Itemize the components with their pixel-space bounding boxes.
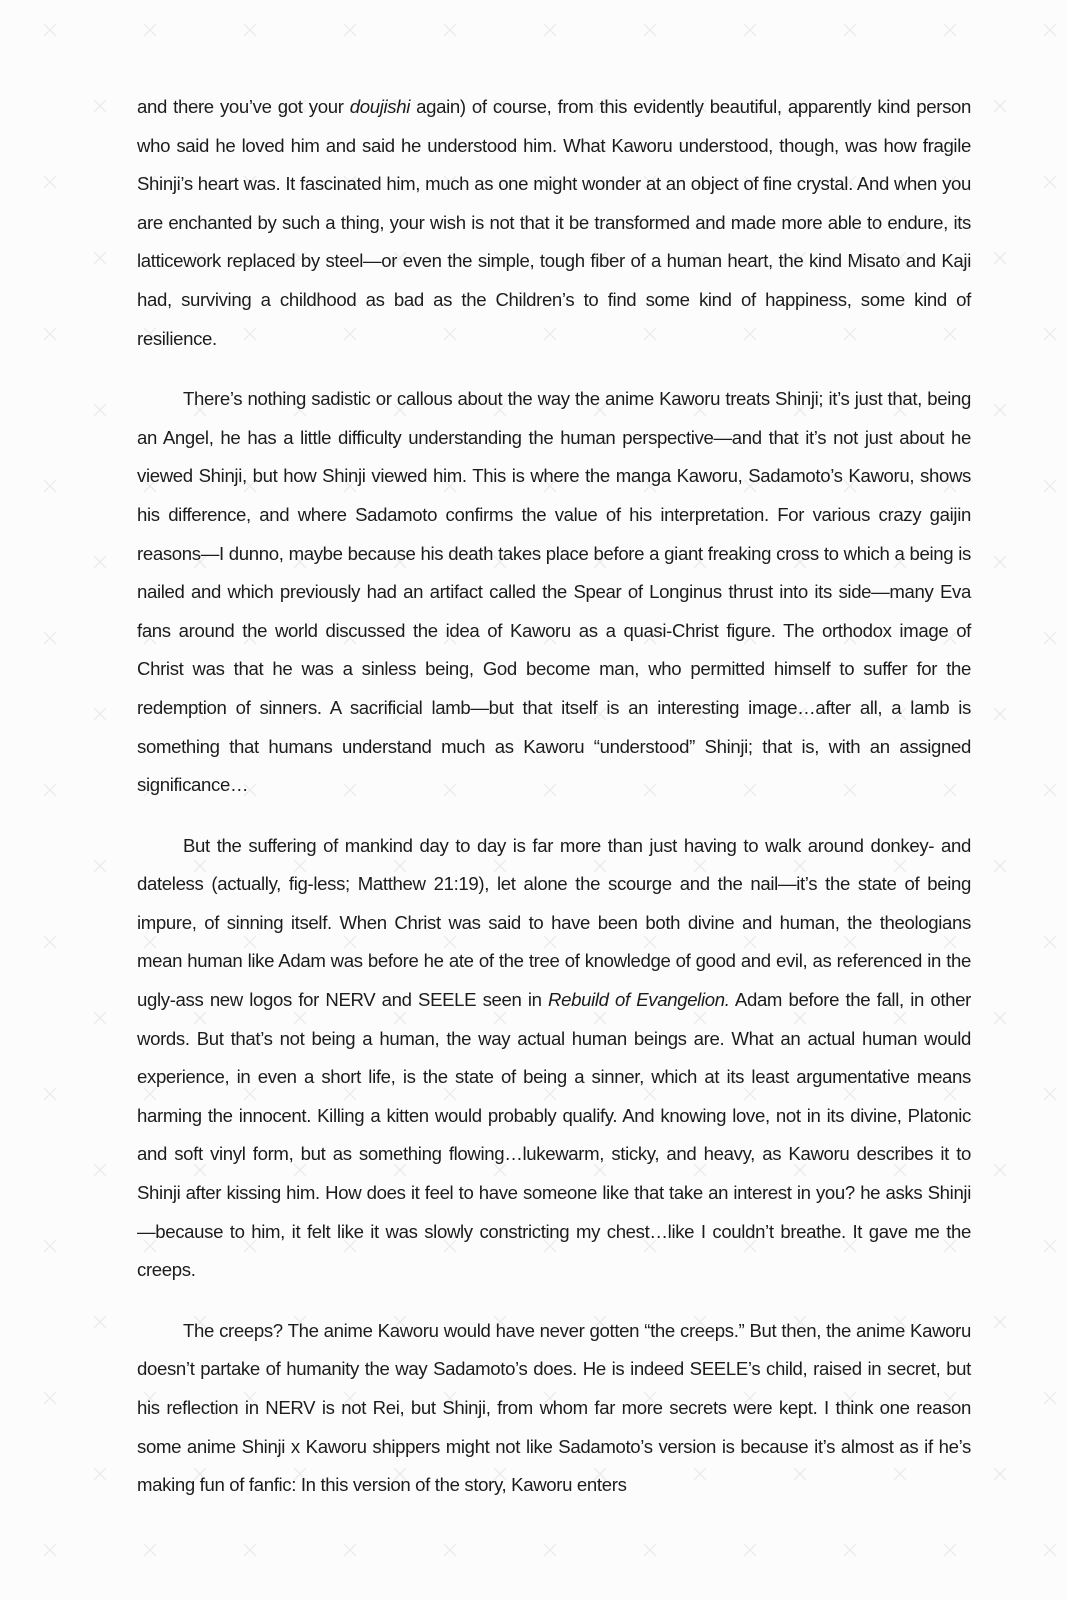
pattern-x-mark bbox=[944, 1544, 956, 1556]
pattern-x-mark bbox=[544, 24, 556, 36]
pattern-x-mark bbox=[944, 24, 956, 36]
pattern-x-mark bbox=[994, 404, 1006, 416]
paragraph bbox=[137, 827, 971, 1290]
pattern-x-mark bbox=[44, 480, 56, 492]
text-run: The creeps? The anime Kaworu would have never gotten “the creeps.” But then, the anime Kaworu doesn’t partake of humanity the way Sadamoto’s does. He is indeed SEELE’s child, raised in secret, but his reflection in NERV is not Rei, but Shinji, from whom far more secrets were kept. I think one reason some anime Shinji x Kaworu shippers might not like Sadamoto’s version is because it’s almost as if he’s making fun of fanfic: In this version of the story, Kaworu enters bbox=[137, 1319, 971, 1496]
pattern-x-mark bbox=[1044, 784, 1056, 796]
pattern-x-mark bbox=[44, 1392, 56, 1404]
pattern-x-mark bbox=[44, 1544, 56, 1556]
pattern-x-mark bbox=[994, 252, 1006, 264]
pattern-x-mark bbox=[44, 784, 56, 796]
pattern-x-mark bbox=[844, 24, 856, 36]
paragraph bbox=[137, 1312, 971, 1505]
pattern-x-mark bbox=[44, 632, 56, 644]
pattern-x-mark bbox=[94, 1468, 106, 1480]
pattern-x-mark bbox=[94, 1012, 106, 1024]
pattern-x-mark bbox=[444, 1544, 456, 1556]
pattern-x-mark bbox=[344, 24, 356, 36]
pattern-x-mark bbox=[844, 1544, 856, 1556]
pattern-x-mark bbox=[94, 1164, 106, 1176]
pattern-x-mark bbox=[1044, 328, 1056, 340]
italic-title: doujishi bbox=[349, 96, 410, 117]
pattern-x-mark bbox=[1044, 632, 1056, 644]
pattern-x-mark bbox=[94, 556, 106, 568]
pattern-x-mark bbox=[744, 1544, 756, 1556]
pattern-x-mark bbox=[1044, 1088, 1056, 1100]
pattern-x-mark bbox=[94, 252, 106, 264]
pattern-x-mark bbox=[44, 24, 56, 36]
pattern-x-mark bbox=[1044, 936, 1056, 948]
page-body-text bbox=[137, 88, 971, 1527]
pattern-x-mark bbox=[44, 1088, 56, 1100]
pattern-x-mark bbox=[994, 1164, 1006, 1176]
pattern-x-mark bbox=[144, 24, 156, 36]
pattern-x-mark bbox=[1044, 24, 1056, 36]
pattern-x-mark bbox=[94, 100, 106, 112]
pattern-x-mark bbox=[44, 176, 56, 188]
text-run: Adam before the fall, in other words. But that’s not being a human, the way actual human beings are. What an actual human would experience, in even a short life, is the state of being a sinner, which at its least argumentative means harming the innocent. Killing a kitten would probably qualify. And knowing love, not in its divine, Platonic and soft vinyl form, but as something flowing…lukewarm, sticky, and heavy, as Kaworu describes it to Shinji after kissing him. How does it feel to have someone like that take an interest in you? he asks Shinji—because to him, it felt like it was slowly constricting my chest…like I couldn’t breathe. It gave me the creeps. bbox=[137, 989, 971, 1281]
pattern-x-mark bbox=[994, 556, 1006, 568]
pattern-x-mark bbox=[994, 100, 1006, 112]
pattern-x-mark bbox=[344, 1544, 356, 1556]
pattern-x-mark bbox=[994, 1012, 1006, 1024]
text-run: and there you’ve got your bbox=[137, 96, 350, 117]
italic-title: Rebuild of Evangelion. bbox=[548, 989, 730, 1011]
text-run: But the suffering of mankind day to day is far more than just having to walk around donkey- and dateless (actually, fig-less; Matthew 21:19), let alone the scourge and the nail—it’s the state of being impure, of sinning itself. When Christ was said to have been both divine and human, the theologians mean human like Adam was before he ate of the tree of knowledge of good and evil, as referenced in the ugly-ass new logos for NERV and SEELE seen in bbox=[137, 834, 971, 1011]
pattern-x-mark bbox=[994, 708, 1006, 720]
paragraph bbox=[137, 88, 971, 358]
pattern-x-mark bbox=[1044, 1544, 1056, 1556]
pattern-x-mark bbox=[94, 1316, 106, 1328]
pattern-x-mark bbox=[644, 1544, 656, 1556]
pattern-x-mark bbox=[1044, 1392, 1056, 1404]
pattern-x-mark bbox=[644, 24, 656, 36]
pattern-x-mark bbox=[444, 24, 456, 36]
pattern-x-mark bbox=[994, 1468, 1006, 1480]
pattern-x-mark bbox=[144, 1544, 156, 1556]
pattern-x-mark bbox=[44, 936, 56, 948]
pattern-x-mark bbox=[1044, 480, 1056, 492]
pattern-x-mark bbox=[1044, 1240, 1056, 1252]
pattern-x-mark bbox=[744, 24, 756, 36]
text-run: again) of course, from this evidently beautiful, apparently kind person who said he loved him and said he understood him. What Kaworu understood, though, was how fragile Shinji’s heart was. It fascinated him, much as one might wonder at an object of fine crystal. And when you are enchanted by such a thing, your wish is not that it be transformed and made more able to endure, its latticework replaced by steel—or even the simple, tough fiber of a human heart, the kind Misato and Kaji had, surviving a childhood as bad as the Children’s to find some kind of happiness, some kind of resilience. bbox=[137, 96, 971, 349]
pattern-x-mark bbox=[994, 1316, 1006, 1328]
pattern-x-mark bbox=[94, 404, 106, 416]
pattern-x-mark bbox=[1044, 176, 1056, 188]
pattern-x-mark bbox=[244, 24, 256, 36]
pattern-x-mark bbox=[44, 328, 56, 340]
paragraph bbox=[137, 380, 971, 805]
pattern-x-mark bbox=[44, 1240, 56, 1252]
text-run: There’s nothing sadistic or callous about the way the anime Kaworu treats Shinji; it’s just that, being an Angel, he has a little difficulty understanding the human perspective—and that it’s not just about he viewed Shinji, but how Shinji viewed him. This is where the manga Kaworu, Sadamoto’s Kaworu, shows his difference, and where Sadamoto confirms the value of his interpretation. For various crazy gaijin reasons—I dunno, maybe because his death takes place before a giant freaking cross to which a being is nailed and which previously had an artifact called the Spear of Longinus thrust into its side—many Eva fans around the world discussed the idea of Kaworu as a quasi-Christ figure. The orthodox image of Christ was that he was a sinless being, God become man, who permitted himself to suffer for the redemption of sinners. A sacrificial lamb—but that itself is an interesting image…after all, a lamb is something that humans understand much as Kaworu “understood” Shinji; that is, with an assigned significance… bbox=[137, 388, 971, 796]
pattern-x-mark bbox=[994, 860, 1006, 872]
pattern-x-mark bbox=[244, 1544, 256, 1556]
pattern-x-mark bbox=[94, 708, 106, 720]
pattern-x-mark bbox=[544, 1544, 556, 1556]
pattern-x-mark bbox=[94, 860, 106, 872]
